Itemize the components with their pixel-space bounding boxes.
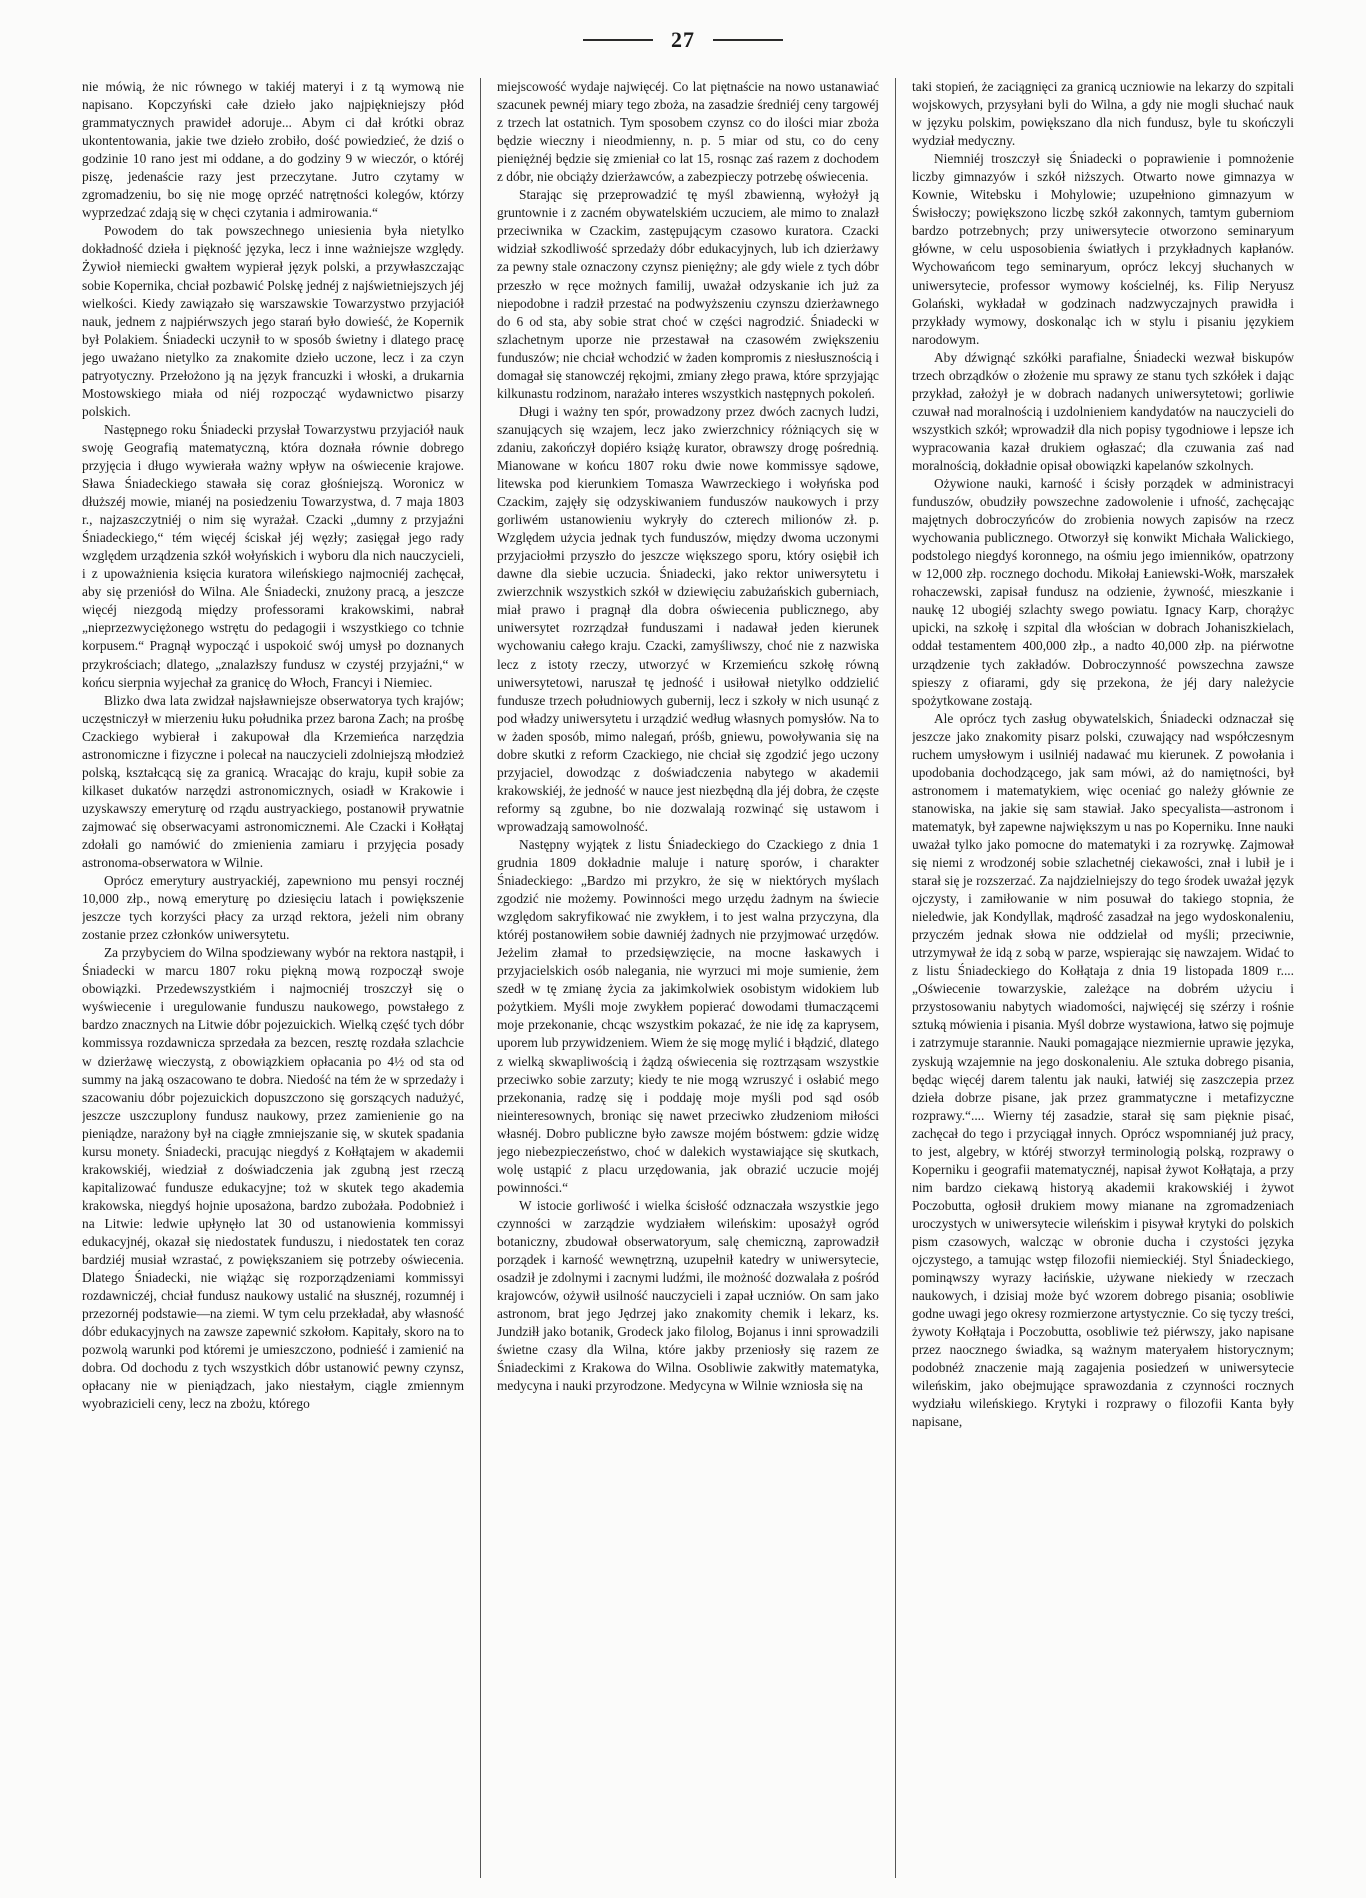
- paragraph: taki stopień, że zaciągnięci za granicą uczniowie na lekarzy do szpitali wojskowych, przysyłani byli do Wilna, a gdy nie mogli słuchać nauk w języku polskim, powiększano dla nich fundusz, byle tu skończyli wydział medyczny.: [912, 79, 1294, 149]
- paragraph: Starając się przeprowadzić tę myśl zbawienną, wyłożył ją gruntownie i z zacném obywatelskiém uczuciem, ale mimo to znalazł przeciwnika w Czackim, zastępującym czasowo kuratora. Czacki widział szkodliwość sprzedaży dóbr edukacyjnych, lub ich dzierżawy za pewny stale oznaczony czynsz pieniężny; ale gdy wiele z tych dóbr przeszło w ręce możnych familij, uważał odzyskanie ich już za niepodobne i radził przestać na podwyższeniu czynszu dzierżawnego do 6 od sta, aby sobie strat choć w części nagrodzić. Śniadecki w szlachetnym uporze nie przestawał na czasowém zwiększeniu funduszów; nie chciał wchodzić w żaden kompromis z niesłusznością i domagał się stanowczéj rękojmi, zmiany złego prawa, które sprzyjając kilkunastu rodzinom, narażało interes wszystkich następnych pokoleń.: [497, 187, 879, 401]
- paragraph: Oprócz emerytury austryackiéj, zapewniono mu pensyi rocznéj 10,000 złp., nową emeryturę po dziesięciu latach i powiększenie jeszcze tych korzyści płacy za urząd rektora, jeżeli nim obrany zostanie przez członków uniwersytetu.: [82, 873, 464, 943]
- article-columns: [82, 78, 1294, 1878]
- column-divider: [895, 78, 896, 1878]
- paragraph: Aby dźwignąć szkółki parafialne, Śniadecki wezwał biskupów trzech obrządków o złożenie mu sprawy ze stanu tych szkółek i dając przykład, założył je w dobrach nadanych uniwersytetowi; gorliwie czuwał nad moralnością i uzdolnieniem kandydatów na nauczycieli do wszystkich szkół; wprowadził dla nich popisy tygodniowe i lepsze ich wypracowania kazał drukiem ogłaszać; dla czuwania zaś nad moralnością, dokładnie opisał obowiązki kapelanów szkolnych.: [912, 349, 1294, 473]
- paragraph: Następny wyjątek z listu Śniadeckiego do Czackiego z dnia 1 grudnia 1809 dokładnie maluje i naturę sporów, i charakter Śniadeckiego: „Bardzo mi przykro, że się w niektórych myślach zgodzić nie możemy. Powinności mego urzędu żadnym na świecie względom sakryfikować nie zwykłem, i to jest walna przyczyna, dla któréj postanowiłem sobie dawniéj żadnych nie przyjmować urzędów. Jeżelim złamał to przedsięwzięcie, na mocne łaskawych i przyjacielskich osób nalegania, nie wyrzuci mi moje sumienie, żem szedł w tę zmianę życia za jakimkolwiek osobistym widokiem lub pożytkiem. Myśli moje zwykłem popierać dowodami tłumaczącemi moje przekonanie, chcąc wszystkim pokazać, że nie idę za kaprysem, uporem lub przywidzeniem. Wiem że się mogę mylić i błądzić, dlatego z wielką skwapliwością i żądzą oświecenia się roztrząsam wszystkie przeciwko sobie zarzuty; kiedy te nie mogą wzruszyć i osłabić mego przekonania, radzę się i poddaję moje myśli pod sąd osób nieinteresownych, broniąc się nawet przeciwko złudzeniom miłości własnéj. Dobro publiczne było zawsze mojém bóstwem: gdzie widzę jego niebezpieczeństwo, choć w dalekich wystawiające się skutkach, wolę ustąpić z placu urzędowania, jak obrazić uczucie mojéj powinności.“: [497, 836, 879, 1195]
- header-rule-right: [713, 39, 783, 41]
- header-rule-left: [583, 39, 653, 41]
- paragraph: Blizko dwa lata zwidzał najsławniejsze obserwatorya tych krajów; uczęstniczył w mierzeniu łuku południka przez barona Zach; na prośbę Czackiego wybierał i zakupował dla Krzemieńca narzędzia astronomiczne i fizyczne i polecał na nauczycieli zdolniejszą młodzież polską, kształcącą się za granicą. Wracając do kraju, kupił sobie za kilkaset dukatów narzędzi astronomicznych, osiadł w Krakowie i uzyskawszy emeryturę od rządu austryackiego, postanowił prywatnie zajmować się obserwacyami astronomicznemi. Ale Czacki i Kołłątaj zdołali go namówić do zmienienia zamiaru i przyjęcia posady astronoma-obserwatora w Wilnie.: [82, 692, 464, 871]
- paragraph: miejscowość wydaje najwięcéj. Co lat piętnaście na nowo ustanawiać szacunek pewnéj miary tego zboża, na zasadzie średniéj ceny targowéj z trzech lat ostatnich. Tym sposobem czynsz co do ilości miar zboża będzie wieczny i nieodmienny, n. p. 5 miar od stu, co do ceny pieniężnéj będzie się zmieniał co lat 15, rosnąc zaś razem z dochodem z dóbr, nie obciąży dzierżawców, a zabezpieczy potrzebę oświecenia.: [497, 79, 879, 185]
- paragraph: Za przybyciem do Wilna spodziewany wybór na rektora nastąpił, i Śniadecki w marcu 1807 roku piękną mową rozpoczął swoje obowiązki. Przedewszystkiém i najmocniéj troszczył się o wyświecenie i uregulowanie funduszu naukowego, powstałego z bardzo znacznych na Litwie dóbr pojezuickich. Wielką część tych dóbr kommissya rozdawnicza sprzedała za bezcen, resztę rozdała szlachcie w dzierżawę wieczystą, z obowiązkiem opłacania po 4½ od sta od summy na jaką oszacowano te dobra. Niedość na tém że w sprzedaży i szacowaniu dóbr pojezuickich dopuszczono się gorszących nadużyć, jeszcze uszczuplony fundusz naukowy, przez zamienienie go na pieniądze, narażony był na ciągłe zmniejszanie się, w skutek spadania kursu monety. Śniadecki, pracując niegdyś z Kołłątajem w akademii krakowskiéj, wiedział z doświadczenia jak zgubną jest rzeczą kapitalizować fundusze edukacyjne; toż w skutek tego akademia krakowska, niegdyś hojnie uposażona, bardzo zubożała. Podobnież i na Litwie: ledwie upłynęło lat 30 od ustanowienia kommissyi edukacyjnéj, okazał się niedostatek funduszu, i niedostatek ten coraz bardziéj musiał wzrastać, z powiększaniem się potrzeby oświecenia. Dlatego Śniadecki, nie wiążąc się rozporządzeniami kommissyi rozdawniczéj, chciał fundusz naukowy ustalić na słusznéj, rozumnéj i przezornéj podstawie—na ziemi. W tym celu przekładał, aby własność dóbr edukacyjnych na zawsze zapewnić szkołom. Kapitały, skoro na to pozwolą warunki pod któremi je umieszczono, podnieść i zamienić na dobra. Od dochodu z tych wszystkich dóbr ustanowić pewny czynsz, opłacany nie w pieniądzach, jako niestałym, ciągle zmiennym wyobrazicieli ceny, lecz na zbożu, którego: [82, 945, 464, 1412]
- column-divider: [480, 78, 481, 1878]
- page-header: [0, 20, 1366, 60]
- paragraph: Ale oprócz tych zasług obywatelskich, Śniadecki odznaczał się jeszcze jako znakomity pisarz polski, czuwający nad współczesnym ruchem umysłowym i usilniéj nadawać mu kierunek. Z powołania i upodobania dochodzącego, jak sam mówi, aż do namiętności, był astronomem i matematykiem, więc oceniać go należy głównie ze stanowiska, na jakie się sam stawiał. Jako specyalista—astronom i matematyk, był zapewne największym u nas po Koperniku. Inne nauki uważał tylko jako pomocne do matematyki i za rozrywkę. Zajmował się niemi z wrodzonéj sobie szlachetnéj ciekawości, znał i lubił je i starał się je rozszerzać. Za najdzielniejszy do tego środek uważał język ojczysty, i zamiłowanie w nim posuwał do takiego stopnia, że nieledwie, jak Kondyllak, mądrość zasadzał na jego wydoskonaleniu, przyczém jednak słowa nie oddzielał od myśli; przeciwnie, utrzymywał że idą z sobą w parze, wspierając się nawzajem. Widać to z listu Śniadeckiego do Kołłątaja z dnia 19 listopada 1809 r.... „Oświecenie towarzyskie, zależące na dobrém użyciu i przystosowaniu nabytych wiadomości, najwięcéj się szérzy i rośnie sztuką mówienia i pisania. Myśl dobrze wystawiona, łatwo się pojmuje i zatrzymuje starannie. Nauki pomagające niezmiernie uprawie języka, zyskują wzajemnie na jego doskonaleniu. Ale sztuka dobrego pisania, będąc więcéj darem talentu jak nauki, łatwiéj się zaszczepia przez dzieła dobrze pisane, jak przez grammatyczne i metafizyczne rozprawy.“.... Wierny téj zasadzie, starał się sam pięknie pisać, zachęcał do tego i przyciągał innych. Oprócz wspomnianéj już pracy, to jest, algebry, w któréj stworzył terminologią polską, rozprawy o Koperniku i geografii matematycznéj, napisał żywot Kołłątaja, a przy nim bardzo ciekawą historyą akademii krakowskiéj i żywot Poczobutta, ogłosił drukiem mowy mianane na zgromadzeniach uroczystych w uniwersytecie wileńskim i pisywał krytyki do polskich pism czasowych, walcząc w obronie ducha i czystości języka ojczystego, a tamując wstęp filozofii niemieckiéj. Styl Śniadeckiego, pominąwszy wyrazy łacińskie, używane niekiedy w rzeczach naukowych, i dzisiaj może być wzorem dobrego pisania; osobliwie godne uwagi jego okresy rozmierzone artystycznie. Co się tyczy treści, żywoty Kołłątaja i Poczobutta, osobliwie też piérwszy, jako napisane przez naocznego świadka, są ważnym materyałem historycznym; podobnéż znaczenie mają zagajenia posiedzeń w uniwersytecie wileńskim, jako obejmujące sprawozdania z czynności rocznych wydziału wileńskiego. Krytyki i rozprawy o filozofii Kanta były napisane,: [912, 710, 1294, 1430]
- column-2: [497, 78, 879, 1878]
- paragraph: Następnego roku Śniadecki przysłał Towarzystwu przyjaciół nauk swoję Geografią matematyczną, która doznała równie dobrego przyjęcia i długo wywierała ważny wpływ na oświecenie krajowe. Sława Śniadeckiego stawała się coraz głośniejszą. Woronicz w dłuższéj mowie, mianéj na posiedzeniu Towarzystwa, d. 7 maja 1803 r., najzaszczytniéj o nim się wyrażał. Czacki „dumny z przyjaźni Śniadeckiego,“ tém więcéj ściskał jéj węzły; zasięgał jego rady względem urządzenia szkół wołyńskich i wyboru dla nich nauczycieli, i z upoważnienia księcia kuratora wileńskiego najmocniéj zachęcał, aby się przeniósł do Wilna. Ale Śniadecki, znużony pracą, a jeszcze więcéj niezgodą między professorami krakowskimi, nabrał „nieprzezwyciężonego wstrętu do pedagogii i wszystkiego co tchnie korpusem.“ Pragnął wypocząć i uspokoić swój umysł po doznanych przykrościach; dlatego, „znalazłszy fundusz w czystéj przyjaźni,“ w końcu sierpnia wyjechał za granicę do Włoch, Francyi i Niemiec.: [82, 421, 464, 690]
- paragraph: Niemniéj troszczył się Śniadecki o poprawienie i pomnożenie liczby gimnazyów i szkół niższych. Otwarto nowe gimnazya w Kownie, Witebsku i Mohylowie; uzupełniono gimnazyum w Świsłoczy; powiększono liczbę szkół zakonnych, tamtym guberniom bardzo potrzebnych; przy uniwersytecie otworzono seminaryum główne, w celu usposobienia światłych i przykładnych kapłanów. Wychowańcom tego seminaryum, oprócz lekcyj słuchanych w uniwersytecie, professor wymowy kościelnéj, ks. Filip Neryusz Golański, wykładał w godzinach nadzwyczajnych prawidła i przykłady wymowy, doskonaląc ich w stylu i pisaniu językiem narodowym.: [912, 151, 1294, 347]
- paragraph: Powodem do tak powszechnego uniesienia była nietylko dokładność dzieła i piękność języka, lecz i inne ważniejsze względy. Żywioł niemiecki gwałtem wypierał język polski, a przywłaszczając sobie Kopernika, chciał pozbawić Polskę jednéj z najświetniejszych jéj wielkości. Kiedy zawiązało się warszawskie Towarzystwo przyjaciół nauk, jednem z najpiérwszych jego starań było dowieść, że Kopernik był Polakiem. Śniadecki uczynił to w sposób świetny i dlatego pracę jego uważano nietylko za znakomite dzieło uczone, lecz i za czyn patryotyczny. Przełożono ją na język francuzki i włoski, a drukarnia Mostowskiego miała od niéj rozpocząć wydawnictwo pisarzy polskich.: [82, 223, 464, 419]
- page-number: 27: [671, 27, 695, 52]
- column-1: [82, 78, 464, 1878]
- paragraph: nie mówią, że nic równego w takiéj materyi i z tą wymową nie napisano. Kopczyński całe dzieło jako najpiękniejszy płód grammatycznych prawideł adoruje... Abym ci dał krótki obraz ukontentowania, jakie twe dzieło zrobiło, dość powiedzieć, że dziś o godzinie 10 rano jest mi oddane, a do godziny 9 w wieczór, o któréj piszę, jedenaście razy jest przeczytane. Jutro czytamy w zgromadzeniu, bo się nie mogę oprzéć natrętności kolegów, którzy wyprzedzać zdają się w chęci czytania i admirowania.“: [82, 79, 464, 221]
- paragraph: W istocie gorliwość i wielka ścisłość odznaczała wszystkie jego czynności w zarządzie wydziałem wileńskim: uposażył ogród botaniczny, zbudował obserwatoryum, salę chemiczną, zaprowadził porządek i karność wewnętrzną, uzupełnił katedry w uniwersytecie, osadził je zdolnymi i zacnymi ludźmi, ile możność dozwalała z pośród krajowców, ożywił usilność nauczycieli i zapał uczniów. On sam jako astronom, brat jego Jędrzej jako znakomity chemik i lekarz, ks. Jundziłł jako botanik, Grodeck jako filolog, Bojanus i inni sprowadzili świetne czasy dla Wilna, które jakby przeniosły się razem ze Śniadeckimi z Krakowa do Wilna. Osobliwie zakwitły matematyka, medycyna i nauki przyrodzone. Medycyna w Wilnie wzniosła się na: [497, 1197, 879, 1394]
- column-3: [912, 78, 1294, 1878]
- paragraph: Długi i ważny ten spór, prowadzony przez dwóch zacnych ludzi, szanujących się wzajem, lecz jako zwierzchnicy różniących się w zdaniu, zakończył dopiéro książę kurator, obrawszy drogę pośrednią. Mianowane w końcu 1807 roku dwie nowe kommissye sądowe, litewska pod kierunkiem Tomasza Wawrzeckiego i wołyńska pod Czackim, zajęły się odzyskiwaniem funduszów naukowych i przy gorliwém ustanowieniu wykryły do czterech milionów zł. p. Względem użycia jednak tych funduszów, między dwoma uczonymi przyjaciołmi przyszło do jeszcze większego sporu, który osiębił ich dawne dla siebie uczucia. Śniadecki, jako rektor uniwersytetu i zwierzchnik wszystkich szkół w dziewięciu zabużańskich guberniach, miał prawo i pragnął dla dobra oświecenia publicznego, aby uniwersytet rozrządzał funduszami i nadawał jeden kierunek wychowaniu całego kraju. Czacki, zamyśliwszy, choć nie z nazwiska lecz z istoty rzeczy, utworzyć w Krzemieńcu szkołę równą uniwersytetowi, naruszał tę jedność i usiłował nietylko oddzielić fundusze trzech południowych gubernij, lecz i szkoły w nich usunąć z pod władzy uniwersytetu i urządzić według własnych pomysłów. Na to w żaden sposób, mimo nalegań, próśb, gniewu, powoływania się na dobre skutki z reform Czackiego, nie chciał się zgodzić jego uczony przyjaciel, dowodząc z doświadczenia nabytego w akademii krakowskiéj, że jedność w nauce jest niezbędną dla jéj dobra, że częste reformy są zgubne, bo nie dozwalają rozwinąć się ustawom i wprowadzają samowolność.: [497, 403, 879, 834]
- paragraph: Ożywione nauki, karność i ścisły porządek w administracyi funduszów, obudziły powszechne zadowolenie i ufność, zachęcając majętnych dobroczyńców do zrobienia nowych zapisów na rzecz wychowania publicznego. Otworzył się konwikt Michała Walickiego, podstolego niegdyś koronnego, na ośmiu jego imienników, opatrzony w 12,000 złp. rocznego dochodu. Mikołaj Łaniewski-Wołk, marszałek rohaczewski, zapisał fundusz na odzienie, żywność, mieszkanie i naukę 12 ubogiéj szlachty swego powiatu. Ignacy Karp, chorążyc upicki, na szkołę i szpital dla włościan w dobrach Johaniszkielach, oddał testamentem 400,000 złp., a nadto 40,000 złp. na piérwotne urządzenie tych zakładów. Dobroczynność powszechna zawsze spieszy z ofiarami, gdy się przekona, że jéj dary należycie spożytkowane zostają.: [912, 476, 1294, 708]
